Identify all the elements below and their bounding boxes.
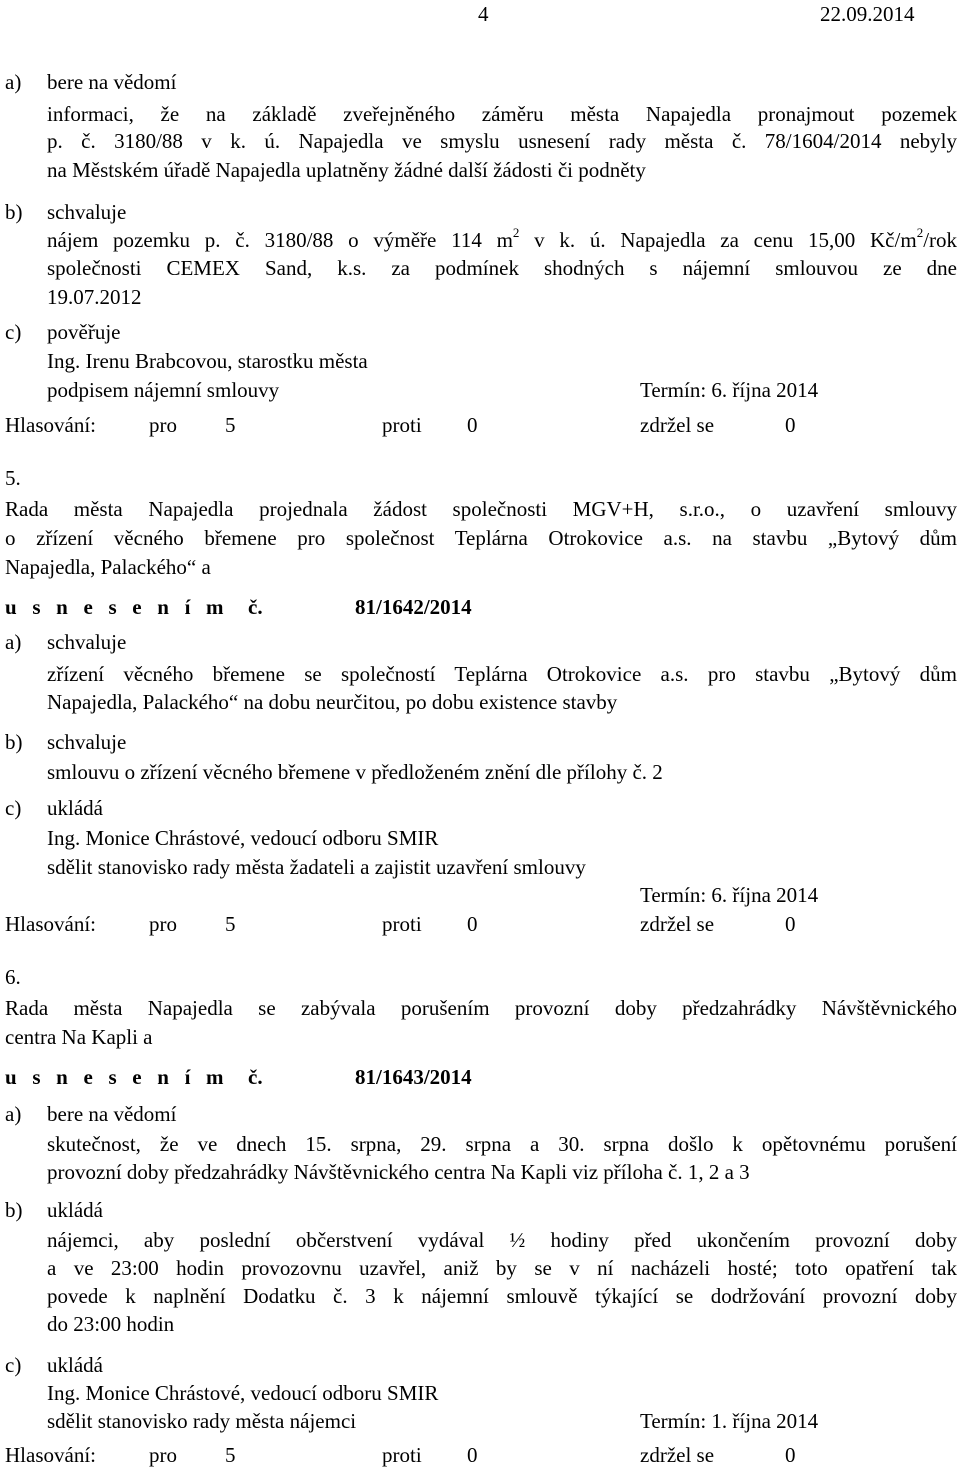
page-date: 22.09.2014 — [820, 2, 915, 26]
vote-proti: proti — [382, 1443, 422, 1467]
item5-intro-line: o zřízení věcného břemene pro společnost Teplárna Otrokovice a.s. na stavbu „Bytový dům — [5, 526, 957, 550]
item6-number: 6. — [5, 965, 21, 989]
vote-pro-count: 5 — [225, 1443, 236, 1467]
item6-intro-line: centra Na Kapli a — [5, 1025, 153, 1049]
vote-pro: pro — [149, 1443, 177, 1467]
vote-label: Hlasování: — [5, 413, 96, 437]
item4-c-line: podpisem nájemní smlouvy — [47, 378, 280, 402]
item5-b-heading: b) schvaluje — [5, 730, 127, 754]
vote-proti: proti — [382, 912, 422, 936]
deadline: Termín: 6. října 2014 — [640, 883, 819, 907]
item4-b-line: společnosti CEMEX Sand, k.s. za podmínek shodných s nájemní smlouvou ze dne — [47, 256, 957, 280]
vote-pro-count: 5 — [225, 413, 236, 437]
item5-c-line: Ing. Monice Chrástové, vedoucí odboru SMIR — [47, 826, 439, 850]
item6-b-heading: b) ukládá — [5, 1198, 103, 1222]
item4-b-line: nájem pozemku p. č. 3180/88 o výměře 114 $m^2$ v k. ú. Napajedla za cenu 15,00 $Kč/m^2$/rok — [47, 225, 958, 252]
vote-pro: pro — [149, 912, 177, 936]
vote-row — [5, 912, 805, 936]
resolution-number: 81/1643/2014 — [355, 1065, 472, 1089]
item5-c-line: sdělit stanovisko rady města žadateli a zajistit uzavření smlouvy — [47, 855, 586, 879]
deadline: Termín: 6. října 2014 — [640, 378, 819, 402]
vote-abstain: zdržel se — [640, 1443, 715, 1467]
item6-b-line: nájemci, aby poslední občerstvení vydával ½ hodiny před ukončením provozní doby — [47, 1228, 957, 1252]
vote-proti-count: 0 — [467, 1443, 478, 1467]
item5-a-line: Napajedla, Palackého“ na dobu neurčitou, po dobu existence stavby — [47, 690, 618, 714]
item4-a-line: p. č. 3180/88 v k. ú. Napajedla ve smyslu usnesení rady města č. 78/1604/2014 nebyly — [47, 129, 957, 153]
vote-label: Hlasování: — [5, 1443, 96, 1467]
vote-row — [5, 413, 805, 437]
vote-abstain: zdržel se — [640, 413, 715, 437]
deadline: Termín: 1. října 2014 — [640, 1409, 819, 1433]
item5-resolution: u s n e s e n í m č. 81/1642/2014 — [5, 595, 472, 619]
item6-c-line: sdělit stanovisko rady města nájemci — [47, 1409, 357, 1433]
item5-c-heading: c) ukládá — [5, 796, 103, 820]
vote-pro: pro — [149, 413, 177, 437]
item4-b-line: 19.07.2012 — [47, 285, 142, 309]
item5-a-line: zřízení věcného břemene se společností Teplárna Otrokovice a.s. pro stavbu „Bytový dům — [47, 662, 957, 686]
vote-abstain-count: 0 — [785, 413, 796, 437]
vote-proti: proti — [382, 413, 422, 437]
item5-a-heading: a) schvaluje — [5, 630, 127, 654]
vote-proti-count: 0 — [467, 912, 478, 936]
item6-c-heading: c) ukládá — [5, 1353, 103, 1377]
item4-b-heading: b) schvaluje — [5, 200, 127, 224]
vote-proti-count: 0 — [467, 413, 478, 437]
item6-a-line: provozní doby předzahrádky Návštěvnického centra Na Kapli viz příloha č. 1, 2 a 3 — [47, 1160, 750, 1184]
vote-label: Hlasování: — [5, 912, 96, 936]
item4-a-line: informaci, že na základě zveřejněného záměru města Napajedla pronajmout pozemek — [47, 102, 957, 126]
item6-b-line: a ve 23:00 hodin provozovnu uzavřel, aniž by se v ní nacházeli hosté; toto opatření tak — [47, 1256, 957, 1280]
vote-abstain: zdržel se — [640, 912, 715, 936]
page-number: 4 — [478, 2, 489, 26]
item4-a-line: na Městském úřadě Napajedla uplatněny žádné další žádosti či podněty — [47, 158, 646, 182]
item5-intro-line: Rada města Napajedla projednala žádost společnosti MGV+H, s.r.o., o uzavření smlouvy — [5, 497, 957, 521]
item4-a-heading: a) bere na vědomí — [5, 70, 177, 94]
item6-b-line: do 23:00 hodin — [47, 1312, 175, 1336]
item6-a-line: skutečnost, že ve dnech 15. srpna, 29. srpna a 30. srpna došlo k opětovnému porušení — [47, 1132, 957, 1156]
item6-c-line: Ing. Monice Chrástové, vedoucí odboru SMIR — [47, 1381, 439, 1405]
item4-c-line: Ing. Irenu Brabcovou, starostku města — [47, 349, 368, 373]
item5-b-line: smlouvu o zřízení věcného břemene v předloženém znění dle přílohy č. 2 — [47, 760, 663, 784]
item5-intro-line: Napajedla, Palackého“ a — [5, 555, 211, 579]
item4-c-heading: c) pověřuje — [5, 320, 121, 344]
vote-pro-count: 5 — [225, 912, 236, 936]
item5-number: 5. — [5, 466, 21, 490]
item6-intro-line: Rada města Napajedla se zabývala porušením provozní doby předzahrádky Návštěvnického — [5, 996, 957, 1020]
item6-resolution: u s n e s e n í m č. 81/1643/2014 — [5, 1065, 472, 1089]
item6-a-heading: a) bere na vědomí — [5, 1102, 177, 1126]
vote-abstain-count: 0 — [785, 912, 796, 936]
item6-b-line: povede k naplnění Dodatku č. 3 k nájemní smlouvě týkající se dodržování provozní doby — [47, 1284, 957, 1308]
resolution-number: 81/1642/2014 — [355, 595, 472, 619]
vote-abstain-count: 0 — [785, 1443, 796, 1467]
vote-row — [5, 1443, 805, 1467]
